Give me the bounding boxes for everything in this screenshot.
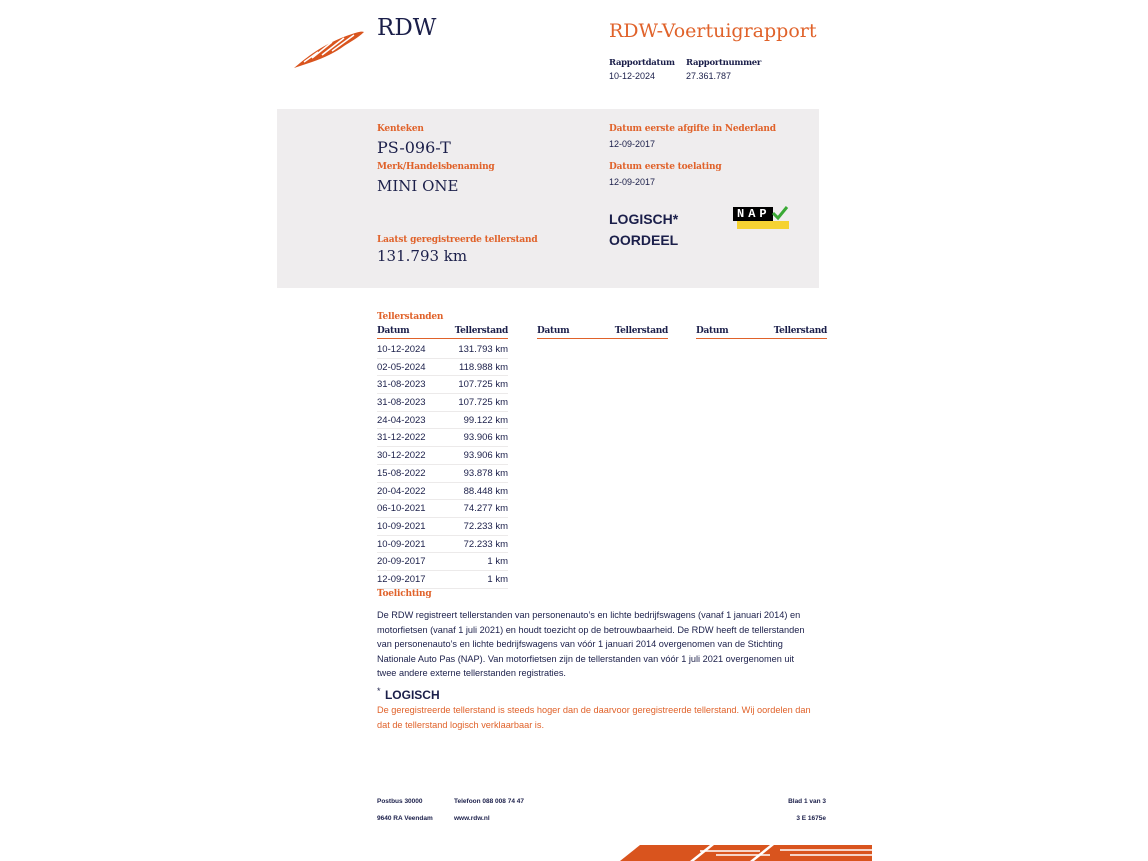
row-reading: 118.988 km: [459, 361, 508, 373]
first-issue-nl-label: Datum eerste afgifte in Nederland: [609, 124, 776, 134]
last-reading-label: Laatst geregistreerde tellerstand: [377, 235, 538, 245]
row-reading: 93.906 km: [463, 432, 508, 444]
row-reading: 74.277 km: [463, 503, 508, 515]
readings-table-header-2: [537, 326, 668, 339]
nap-logo-text: NAP: [733, 207, 773, 221]
footer-stripes-decoration: [620, 845, 872, 861]
rdw-logo: [292, 28, 366, 75]
plate-value: PS-096-T: [377, 138, 451, 157]
row-reading: 93.878 km: [463, 467, 508, 479]
row-date: 10-09-2021: [377, 520, 426, 532]
footer-web[interactable]: www.rdw.nl: [454, 815, 490, 822]
org-name: RDW: [377, 15, 437, 41]
make-value: MINI ONE: [377, 177, 459, 195]
report-date-label: Rapportdatum: [609, 58, 675, 68]
row-reading: 99.122 km: [463, 414, 508, 426]
row-date: 02-05-2024: [377, 361, 426, 373]
logisch-note-heading: [377, 686, 440, 704]
explanation-line: De RDW registreert tellerstanden van personenauto’s en lichte bedrijfswagens (vanaf 1 januari 2014) en: [377, 610, 801, 620]
footer-postbus: Postbus 30000: [377, 798, 423, 805]
table-row: [377, 483, 508, 501]
report-title: RDW-Voertuigrapport: [609, 20, 817, 42]
explanation-line: Nationale Auto Pas (NAP). Van motorfietsen zijn de tellerstanden van vóór 1 juli 2021 overgenomen uit: [377, 653, 795, 664]
footer-city: 9640 RA Veendam: [377, 815, 433, 822]
row-date: 31-08-2023: [377, 379, 426, 391]
footer-code: 3 E 1675e: [796, 815, 826, 822]
explanation-paragraph: [377, 608, 837, 681]
table-row: [377, 412, 508, 430]
vehicle-summary-panel: [277, 109, 819, 288]
col-reading-header: Tellerstand: [773, 326, 827, 336]
table-row: [377, 500, 508, 518]
row-date: 31-08-2023: [377, 397, 426, 409]
table-row: [377, 447, 508, 465]
col-reading-header: Tellerstand: [614, 326, 668, 336]
row-date: 31-12-2022: [377, 432, 426, 444]
note-star: *: [377, 686, 381, 696]
row-reading: 1 km: [487, 556, 508, 568]
row-date: 20-09-2017: [377, 556, 426, 568]
table-row: [377, 553, 508, 571]
row-date: 20-04-2022: [377, 485, 426, 497]
row-date: 12-09-2017: [377, 573, 426, 585]
table-row: [377, 394, 508, 412]
table-row: [377, 571, 508, 589]
readings-table-body: [377, 341, 508, 589]
row-date: 15-08-2022: [377, 467, 426, 479]
row-date: 10-12-2024: [377, 344, 426, 355]
col-date-header: Datum: [537, 326, 570, 336]
table-row: [377, 536, 508, 554]
nap-logo: [733, 207, 789, 229]
readings-section-title: Tellerstanden: [377, 312, 444, 322]
report-date: 10-12-2024: [609, 71, 656, 81]
explanation-line: van personenauto’s en lichte bedrijfswagens van vóór 1 januari 2014 overgenomen van de Stichting: [377, 639, 783, 649]
col-date-header: Datum: [377, 326, 410, 336]
row-date: 30-12-2022: [377, 450, 426, 462]
table-row: [377, 518, 508, 536]
row-date: 06-10-2021: [377, 503, 426, 515]
row-date: 10-09-2021: [377, 538, 426, 550]
logisch-note-text: [377, 703, 837, 732]
row-reading: 88.448 km: [463, 485, 508, 497]
rdw-feather-icon: [292, 28, 366, 70]
verdict-line-1: LOGISCH*: [609, 211, 679, 227]
table-row: [377, 465, 508, 483]
row-reading: 107.725 km: [458, 379, 508, 391]
report-number-label: Rapportnummer: [686, 58, 762, 68]
readings-table-header-1: [377, 326, 508, 339]
row-reading: 1 km: [487, 573, 508, 585]
note-line: De geregistreerde tellerstand is steeds hoger dan de daarvoor geregistreerde tellerstand. Wij oordelen dan: [377, 705, 811, 715]
check-icon: [771, 205, 789, 221]
explanation-line: twee andere externe tellerstanden registraties.: [377, 668, 566, 678]
first-issue-nl-value: 12-09-2017: [609, 139, 656, 149]
last-reading-value: 131.793 km: [377, 247, 468, 265]
row-reading: 107.725 km: [458, 397, 508, 409]
col-reading-header: Tellerstand: [454, 326, 508, 336]
note-title: LOGISCH: [384, 688, 440, 702]
row-reading: 72.233 km: [463, 520, 508, 532]
col-date-header: Datum: [696, 326, 729, 336]
footer-page: Blad 1 van 3: [788, 798, 826, 805]
table-row: [377, 359, 508, 377]
row-reading: 131.793 km: [458, 344, 508, 355]
note-line: dat de tellerstand logisch verklaarbaar is.: [377, 719, 544, 730]
footer-phone: Telefoon 088 008 74 47: [454, 798, 524, 805]
table-row: [377, 429, 508, 447]
explanation-title: Toelichting: [377, 589, 432, 599]
first-admission-label: Datum eerste toelating: [609, 162, 722, 172]
row-date: 24-04-2023: [377, 414, 426, 426]
report-number: 27.361.787: [686, 71, 732, 81]
table-row: [377, 376, 508, 394]
row-reading: 72.233 km: [463, 538, 508, 550]
verdict-line-2: OORDEEL: [609, 232, 679, 248]
table-row: [377, 341, 508, 359]
make-label: Merk/Handelsbenaming: [377, 162, 495, 172]
nap-logo-yellow-bar: [737, 221, 789, 229]
first-admission-value: 12-09-2017: [609, 177, 656, 187]
plate-label: Kenteken: [377, 124, 424, 134]
readings-table-header-3: [696, 326, 827, 339]
explanation-line: motorfietsen (vanaf 1 juli 2021) en houdt toezicht op de betrouwbaarheid. De RDW heeft de tellerstanden: [377, 624, 805, 635]
row-reading: 93.906 km: [463, 450, 508, 462]
